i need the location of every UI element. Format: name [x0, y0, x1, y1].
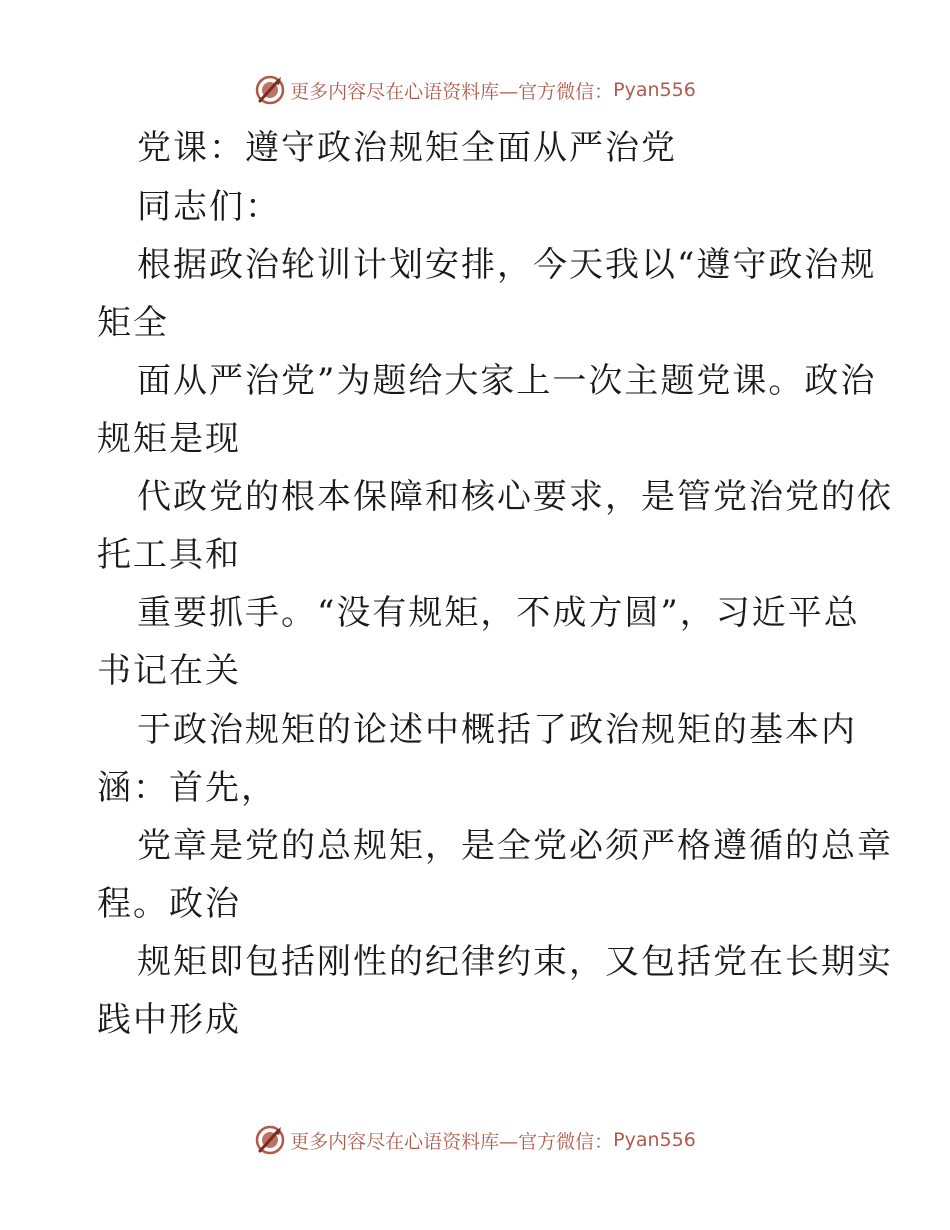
body-line: 面从严治党”为题给大家上一次主题党课。政治 — [137, 361, 877, 401]
quill-pen-seal-icon — [254, 1124, 286, 1156]
watermark-wechat-id: Pyan556 — [613, 79, 696, 101]
watermark-site-text: 更多内容尽在心语资料库—官方微信： — [290, 1130, 614, 1153]
body-line: 托工具和 — [97, 535, 241, 575]
body-line: 涵：首先， — [97, 768, 277, 808]
watermark-site-text: 更多内容尽在心语资料库—官方微信： — [290, 80, 614, 103]
body-line: 规矩是现 — [97, 419, 241, 459]
body-line: 党章是党的总规矩，是全党必须严格遵循的总章 — [137, 826, 893, 866]
watermark-banner-top — [0, 72, 950, 108]
watermark-wechat-id: Pyan556 — [613, 1129, 696, 1151]
body-line: 程。政治 — [97, 884, 241, 924]
body-line: 矩全 — [97, 303, 169, 343]
body-line: 重要抓手。“没有规矩，不成方圆”，习近平总 — [137, 593, 860, 633]
body-line: 根据政治轮训计划安排，今天我以“遵守政治规 — [137, 245, 877, 285]
salutation: 同志们： — [137, 187, 281, 227]
body-line: 于政治规矩的论述中概括了政治规矩的基本内 — [137, 710, 857, 750]
body-line: 践中形成 — [97, 1000, 241, 1040]
document-title: 党课：遵守政治规矩全面从严治党 — [137, 128, 677, 168]
quill-pen-seal-icon — [254, 74, 286, 106]
watermark-banner-bottom — [0, 1122, 950, 1158]
body-line: 书记在关 — [97, 651, 241, 691]
body-line: 代政党的根本保障和核心要求，是管党治党的依 — [137, 477, 893, 517]
body-line: 规矩即包括刚性的纪律约束，又包括党在长期实 — [137, 942, 893, 982]
